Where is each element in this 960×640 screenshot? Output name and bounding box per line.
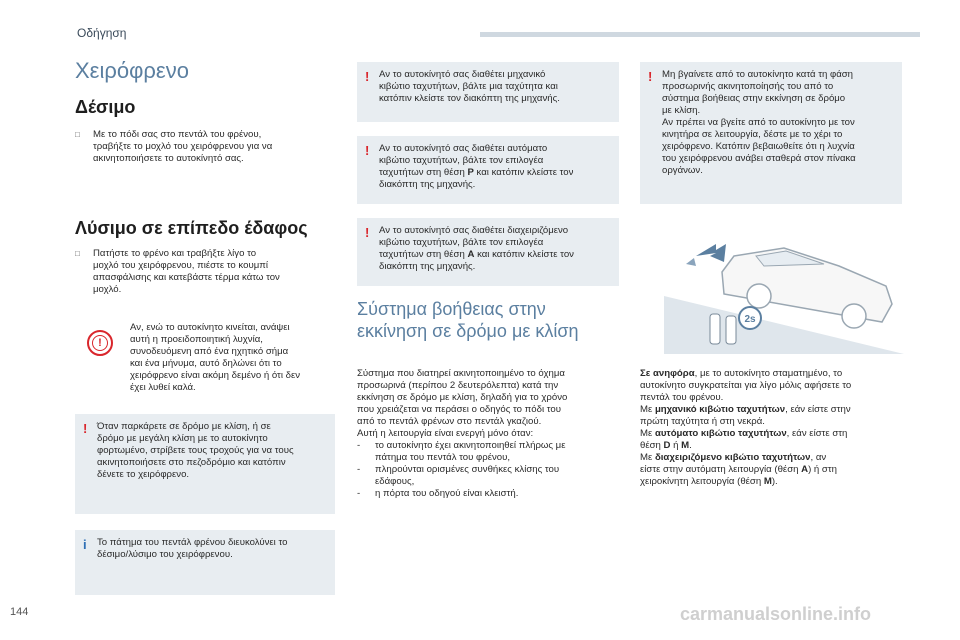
timer-badge <box>739 307 761 329</box>
bullet-apply: Με το πόδι σας στο πεντάλ του φρένου, τραβήξτε το μοχλό του χειρόφρενου για να ακινητοποιήσετε το αυτοκίνητό σας. <box>93 129 273 164</box>
section-title-hill-start: Σύστημα βοήθειας στην εκκίνηση σε δρόμο με κλίση <box>357 299 579 341</box>
header-bar <box>480 32 920 37</box>
warning-box-text: Αν το αυτοκίνητό σας διαθέτει διαχειριζόμενο κιβώτιο ταχυτήτων, βάλτε τον επιλογέα ταχυτήτων στη θέση A και κατόπιν κλείστε τον διακόπτη της μηχανής. <box>379 225 574 272</box>
heading-release: Λύσιμο σε επίπεδο έδαφος <box>75 218 308 238</box>
bullet-icon: □ <box>75 130 80 139</box>
watermark: carmanualsonline.info <box>680 604 872 624</box>
section-header-label: Οδήγηση <box>77 26 127 40</box>
warning-box-text: Αν το αυτοκίνητό σας διαθέτει αυτόματο κιβώτιο ταχυτήτων, βάλτε τον επιλογέα ταχυτήτων στη θέση P και κατόπιν κλείστε τον διακόπτη της μηχανής. <box>379 143 574 190</box>
bullet-icon: □ <box>75 249 80 258</box>
info-icon: i <box>83 537 87 552</box>
warning-box-automatic-gearbox <box>357 136 619 204</box>
brake-warning-lamp-icon: ! <box>87 330 113 356</box>
warning-box-managed-gearbox <box>357 218 619 286</box>
bullet-release: Πατήστε το φρένο και τραβήξτε λίγο το μοχλό του χειρόφρενου, πιέστε το κουμπί απασφάλισης και κατεβάστε τέρμα κάτω τον μοχλό. <box>93 248 280 295</box>
hill-start-car-illustration <box>664 226 904 356</box>
page-number: 144 <box>10 606 29 618</box>
warning-box-text: Αν το αυτοκίνητό σας διαθέτει μηχανικό κιβώτιο ταχυτήτων, βάλτε μια ταχύτητα και κατόπιν κλείστε τον διακόπτη της μηχανής. <box>379 69 560 104</box>
hill-start-conditions-list <box>357 440 617 500</box>
warning-box-do-not-exit <box>640 62 902 204</box>
list-item: - η πόρτα του οδηγού είναι κλειστή. <box>357 488 519 499</box>
warning-icon: ! <box>365 225 370 240</box>
warning-box-text: Όταν παρκάρετε σε δρόμο με κλίση, ή σε δρόμο με μεγάλη κλίση με το αυτοκίνητο φορτωμένο, στρίβετε τους τροχούς για να τους ακινητοποιήσετε στο πεζοδρόμιο και κατόπιν δένετε το χειρόφρενο. <box>97 421 294 480</box>
timer-badge-text: 2s <box>744 314 756 325</box>
info-box-text: Το πάτημα του πεντάλ φρένου διευκολύνει το δέσιμο/λύσιμο του χειρόφρενου. <box>97 537 288 560</box>
page-title: Χειρόφρενο <box>75 58 189 83</box>
list-item: - πληρούνται ορισμένες συνθήκες κλίσης του εδάφους, <box>357 464 560 487</box>
warning-icon: ! <box>648 69 653 84</box>
hold-arrows-icon <box>686 244 726 266</box>
warning-box-slope-parking <box>75 414 335 514</box>
heading-apply: Δέσιμο <box>75 97 136 117</box>
hill-start-description: Σύστημα που διατηρεί ακινητοποιημένο το όχημα προσωρινά (περίπου 2 δευτερόλεπτα) κατά την εκκίνηση σε δρόμο με κλίση, δηλαδή για το χρόνο που χρειάζεται να περάσει ο οδηγός το πόδι του από το πεντάλ φρένων στο πεντάλ γκαζιού. Αυτή η λειτουργία είναι ενεργή μόνο όταν: <box>357 368 568 439</box>
warning-icon: ! <box>83 421 88 436</box>
hill-start-conditions: Σε ανηφόρα, με το αυτοκίνητο σταματημένο, το αυτοκίνητο συγκρατείται για λίγο μόλις αφήσετε το πεντάλ του φρένου. Με μηχανικό κιβώτιο ταχυτήτων, εάν είστε στην πρώτη ταχύτητα ή στη νεκρά. Με αυτόματο κιβώτιο ταχυτήτων, εάν είστε στη θέση D ή M. Με διαχειριζόμενο κιβώτιο ταχυτήτων, αν είστε στην αυτόματη λειτουργία (θέση A) ή στη χειροκίνητη λειτουργία (θέση M). <box>640 368 852 487</box>
warning-box-text: Μη βγαίνετε από το αυτοκίνητο κατά τη φάση προσωρινής ακινητοποίησής του από το σύστημα βοήθειας στην εκκίνηση σε δρόμο με κλίση. Αν πρέπει να βγείτε από το αυτοκίνητο με τον κινητήρα σε λειτουργία, δέστε με το χέρι το χειρόφρενο. Κατόπιν βεβαιωθείτε ότι η λυχνία του χειρόφρενου ανάβει σταθερά στον πίνακα οργάνων. <box>662 69 856 176</box>
info-box-brake-pedal <box>75 530 335 595</box>
warning-lamp-text: Αν, ενώ το αυτοκίνητο κινείται, ανάψει αυτή η προειδοποιητική λυχνία, συνοδευόμενη από ένα ηχητικό σήμα και ένα μήνυμα, αυτό δηλώνει ότι το χειρόφρενο είναι ακόμη δεμένο ή ότι δεν έχει λυθεί καλά. <box>130 322 301 393</box>
warning-box-manual-gearbox <box>357 62 619 122</box>
warning-icon: ! <box>365 69 370 84</box>
list-item: - το αυτοκίνητο έχει ακινητοποιηθεί πλήρως με πάτημα του πεντάλ του φρένου, <box>357 440 566 463</box>
warning-icon: ! <box>365 143 370 158</box>
